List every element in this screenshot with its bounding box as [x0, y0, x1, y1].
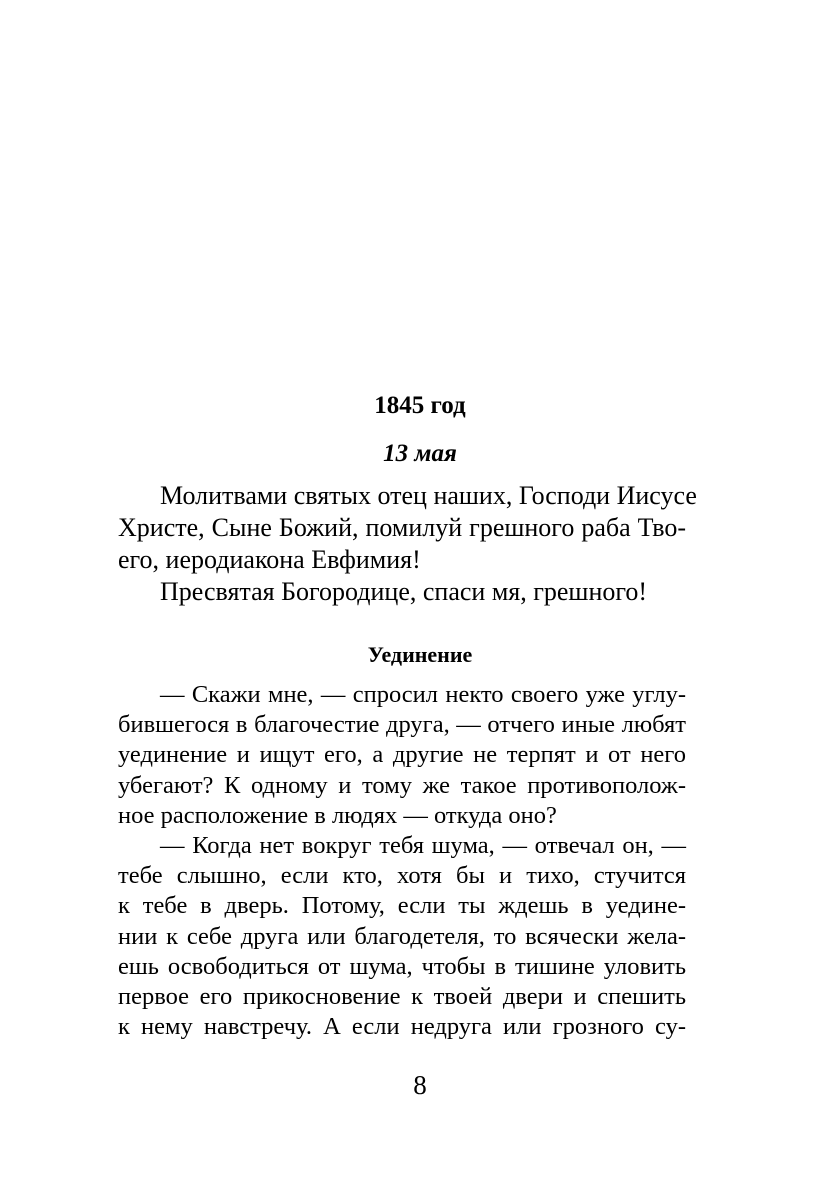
text-line: ешь освободиться от шума, чтобы в тишине уловить: [118, 952, 686, 980]
text-line: нии к себе друга или благодетеля, то всячески жела-: [118, 922, 686, 950]
text-line: к тебе в дверь. Потому, если ты ждешь в уедине-: [118, 892, 686, 920]
page-number: 8: [413, 1070, 427, 1100]
theotokos-prayer: [118, 576, 686, 608]
text-line: Христе, Сыне Божий, помилуй грешного раба Тво-: [118, 513, 686, 542]
date-heading: 13 мая: [383, 440, 457, 467]
text-line: тебе слышно, если кто, хотя бы и тихо, стучится: [118, 862, 686, 890]
text-line: первое его прикосновение к твоей двери и спешить: [118, 983, 686, 1011]
text-line: бившегося в благочестие друга, — отчего иные любят: [118, 711, 686, 739]
text-line: уединение и ищут его, а другие не терпят и от него: [118, 741, 686, 769]
year-heading: 1845 год: [374, 392, 466, 419]
text-line: к нему навстречу. А если недруга или грозного су-: [118, 1013, 686, 1041]
text-line: — Скажи мне, — спросил некто своего уже углу-: [160, 681, 686, 708]
text-line: Пресвятая Богородице, спаси мя, грешного!: [160, 577, 648, 606]
text-line: ное расположение в людях — откуда оно?: [118, 801, 557, 829]
section-title: Уединение: [367, 642, 473, 667]
text-line: убегают? К одному и тому же такое противополож-: [118, 771, 686, 799]
text-line: Молитвами святых отец наших, Господи Иисусе: [160, 481, 697, 510]
dialog-paragraphs: [118, 680, 686, 1042]
text-line: его, иеродиакона Евфимия!: [118, 545, 421, 574]
opening-prayer: [118, 480, 697, 576]
text-line: — Когда нет вокруг тебя шума, — отвечал он, —: [160, 832, 686, 860]
